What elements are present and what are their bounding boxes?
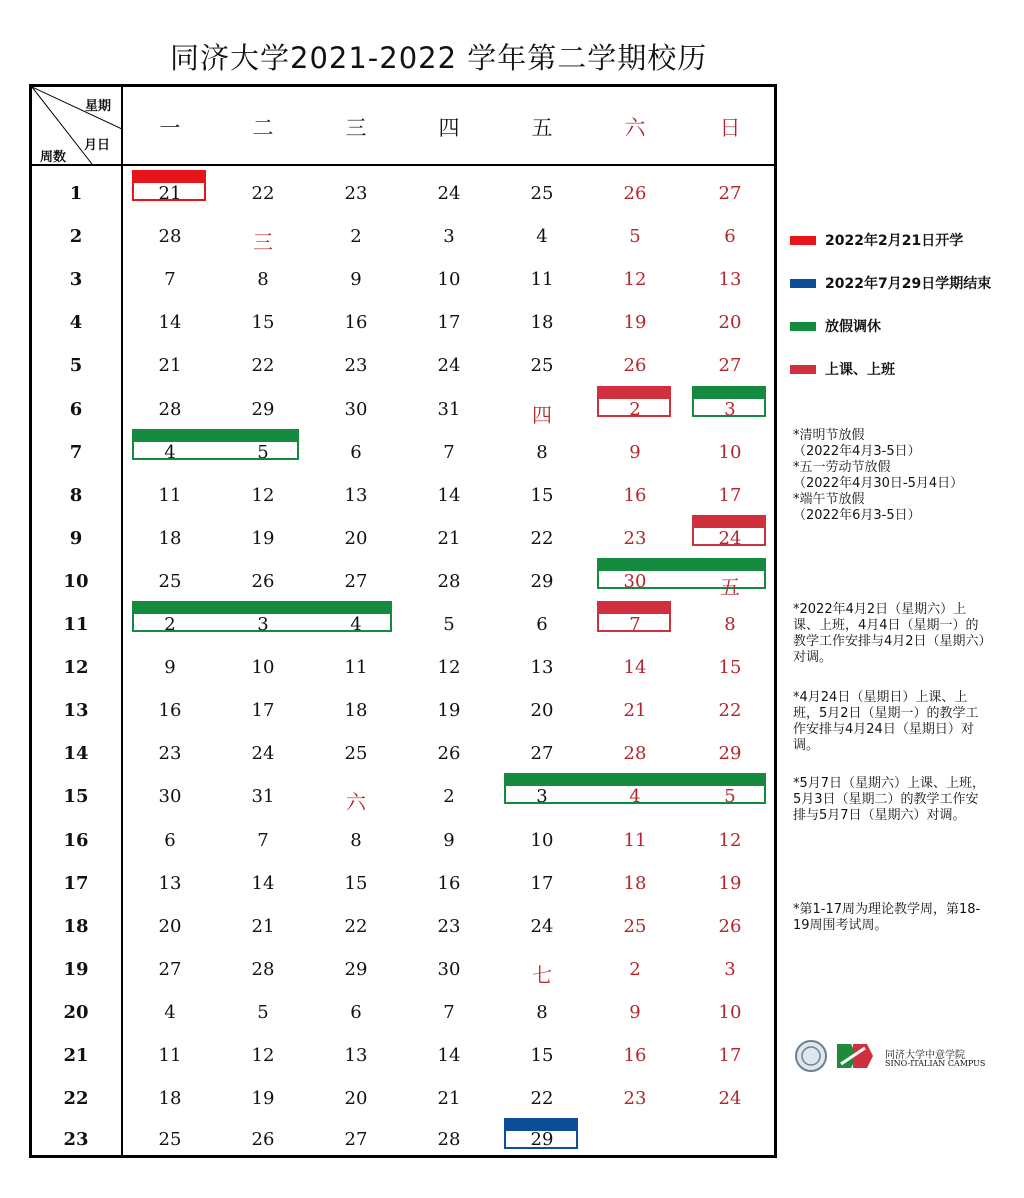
date-cell: 19	[437, 700, 461, 722]
date-cell: 26	[718, 915, 742, 937]
week-number: 16	[63, 829, 89, 851]
date-cell: 11	[344, 657, 368, 679]
date-cell: 七	[532, 962, 552, 987]
date-cell: 24	[530, 915, 554, 937]
date-cell: 25	[530, 355, 554, 377]
date-cell: 20	[158, 915, 182, 937]
date-cell: 19	[251, 1088, 275, 1110]
date-cell: 5	[724, 786, 736, 808]
corner-weekday-label: 星期	[85, 99, 112, 114]
date-cell: 三	[253, 230, 273, 255]
date-cell: 4	[536, 226, 548, 248]
date-cell: 11	[158, 1045, 182, 1066]
date-cell: 18	[158, 527, 182, 549]
date-cell: 29	[718, 743, 742, 765]
corner-week-label: 周数	[40, 150, 67, 165]
week-number: 5	[69, 355, 83, 377]
week-number: 4	[69, 312, 83, 334]
date-cell: 26	[437, 743, 461, 765]
weekday-header: 六	[624, 116, 646, 140]
date-cell: 12	[251, 1045, 275, 1066]
date-cell: 16	[158, 700, 182, 722]
week-number: 23	[63, 1129, 89, 1151]
date-cell: 12	[437, 657, 461, 679]
weekday-header: 四	[438, 116, 460, 140]
week-number: 7	[69, 441, 83, 463]
date-cell: 5	[257, 1001, 269, 1023]
date-cell: 7	[443, 1001, 455, 1023]
date-cell: 9	[629, 441, 641, 463]
weekday-header: 三	[345, 116, 367, 140]
date-cell: 六	[346, 790, 366, 815]
date-cell: 25	[623, 915, 647, 937]
date-cell: 27	[718, 183, 742, 204]
date-cell: 9	[443, 829, 455, 851]
date-cell: 19	[623, 312, 647, 334]
date-cell: 6	[350, 1001, 362, 1023]
weekday-header: 日	[719, 116, 741, 140]
campus-logo-subtitle: SINO-ITALIAN CAMPUS	[885, 1059, 986, 1068]
date-cell: 14	[437, 1045, 461, 1066]
date-cell: 23	[344, 183, 368, 204]
date-cell: 8	[536, 1001, 548, 1023]
date-cell: 22	[251, 183, 275, 204]
date-cell: 26	[623, 355, 647, 377]
date-cell: 15	[530, 484, 554, 506]
date-cell: 24	[437, 355, 461, 377]
week-column-divider	[121, 84, 123, 1158]
date-cell: 五	[720, 574, 740, 599]
date-cell: 7	[257, 829, 269, 851]
date-cell: 8	[536, 441, 548, 463]
date-cell: 28	[437, 1129, 461, 1151]
date-cell: 22	[251, 355, 275, 377]
date-cell: 3	[724, 958, 736, 980]
note-line: *端午节放假	[793, 492, 865, 507]
date-cell: 29	[344, 958, 368, 980]
date-cell: 21	[158, 355, 182, 377]
date-cell: 29	[530, 1129, 554, 1151]
weekday-header: 二	[252, 116, 274, 140]
date-cell: 30	[158, 786, 182, 808]
date-cell: 17	[530, 872, 554, 894]
week-number: 8	[69, 484, 83, 506]
date-cell: 3	[536, 786, 548, 808]
date-cell: 14	[437, 484, 461, 506]
date-cell: 7	[629, 614, 641, 635]
date-cell: 10	[251, 657, 275, 679]
date-cell: 26	[251, 1129, 275, 1151]
date-cell: 19	[718, 872, 742, 894]
date-cell: 25	[344, 743, 368, 765]
teaching-weeks-note: *第1-17周为理论教学周，第18-19周围考试周。	[793, 902, 981, 933]
week-number: 6	[69, 398, 83, 420]
week-number: 21	[63, 1045, 89, 1066]
date-cell: 20	[344, 527, 368, 549]
week-number: 22	[63, 1088, 89, 1110]
date-cell: 12	[251, 484, 275, 506]
date-cell: 25	[158, 1129, 182, 1151]
legend-label: 2022年2月21日开学	[825, 233, 964, 249]
date-cell: 7	[443, 441, 455, 463]
date-cell: 12	[718, 829, 742, 851]
week-number: 13	[63, 700, 89, 722]
week-number: 1	[69, 183, 83, 204]
date-cell: 27	[344, 570, 368, 592]
date-cell: 27	[530, 743, 554, 765]
date-cell: 6	[724, 226, 736, 248]
date-cell: 21	[623, 700, 647, 722]
date-cell: 13	[158, 872, 182, 894]
weekday-header: 一	[159, 116, 181, 140]
date-cell: 28	[251, 958, 275, 980]
date-cell: 16	[344, 312, 368, 334]
date-cell: 28	[158, 398, 182, 420]
date-cell: 16	[623, 1045, 647, 1066]
date-cell: 15	[344, 872, 368, 894]
date-cell: 27	[344, 1129, 368, 1151]
week-number: 17	[63, 872, 89, 894]
swap-note-2: *4月24日（星期日）上课、上班，5月2日（星期一）的教学工作安排与4月24日（星期日）对调。	[793, 690, 979, 753]
date-cell: 8	[724, 614, 736, 635]
date-cell: 22	[530, 527, 554, 549]
header-divider	[29, 164, 777, 166]
week-number: 15	[63, 786, 89, 808]
legend-label: 放假调休	[825, 319, 881, 335]
date-cell: 20	[344, 1088, 368, 1110]
date-cell: 25	[158, 570, 182, 592]
week-number: 12	[63, 657, 89, 679]
week-number: 10	[63, 570, 89, 592]
date-cell: 11	[623, 829, 647, 851]
date-cell: 27	[158, 958, 182, 980]
page-title: 同济大学2021-2022 学年第二学期校历	[170, 41, 708, 75]
date-cell: 8	[257, 269, 269, 291]
week-number: 11	[63, 614, 89, 635]
date-cell: 10	[530, 829, 554, 851]
date-cell: 18	[158, 1088, 182, 1110]
date-cell: 24	[437, 183, 461, 204]
date-cell: 21	[437, 527, 461, 549]
date-cell: 7	[164, 269, 176, 291]
note-line: *五一劳动节放假	[793, 460, 891, 475]
date-cell: 2	[629, 398, 641, 420]
date-cell: 9	[350, 269, 362, 291]
week-number: 3	[69, 269, 83, 291]
date-cell: 12	[623, 269, 647, 291]
date-cell: 5	[443, 614, 455, 635]
date-cell: 5	[629, 226, 641, 248]
date-cell: 2	[350, 226, 362, 248]
date-cell: 8	[350, 829, 362, 851]
date-cell: 27	[718, 355, 742, 377]
legend-swatch	[790, 279, 816, 288]
date-cell: 18	[344, 700, 368, 722]
date-cell: 3	[443, 226, 455, 248]
date-cell: 30	[344, 398, 368, 420]
weekday-header: 五	[531, 116, 553, 140]
date-cell: 15	[530, 1045, 554, 1066]
date-cell: 17	[718, 1045, 742, 1066]
date-cell: 6	[350, 441, 362, 463]
date-cell: 16	[623, 484, 647, 506]
date-cell: 4	[164, 1001, 176, 1023]
university-seal-icon	[795, 1040, 880, 1076]
date-cell: 9	[164, 657, 176, 679]
date-cell: 31	[437, 398, 461, 420]
campus-logo-name: 同济大学中意学院	[885, 1050, 965, 1061]
date-cell: 15	[718, 657, 742, 679]
date-cell: 16	[437, 872, 461, 894]
date-cell: 22	[344, 915, 368, 937]
date-cell: 5	[257, 441, 269, 463]
date-cell: 30	[437, 958, 461, 980]
date-cell: 29	[530, 570, 554, 592]
date-cell: 13	[718, 269, 742, 291]
note-line: *清明节放假	[793, 428, 865, 443]
note-line: （2022年4月30日-5月4日）	[793, 476, 964, 491]
date-cell: 4	[350, 614, 362, 635]
date-cell: 20	[530, 700, 554, 722]
week-number: 9	[69, 527, 83, 549]
legend-swatch	[790, 236, 816, 245]
week-number: 18	[63, 915, 89, 937]
date-cell: 28	[158, 226, 182, 248]
date-cell: 17	[251, 700, 275, 722]
swap-note-3: *5月7日（星期六）上课、上班，5月3日（星期二）的教学工作安排与5月7日（星期六）对调。	[793, 776, 986, 823]
date-cell: 10	[437, 269, 461, 291]
date-cell: 24	[718, 527, 742, 549]
date-cell: 2	[164, 614, 176, 635]
date-cell: 13	[344, 1045, 368, 1066]
date-cell: 28	[437, 570, 461, 592]
date-cell: 4	[629, 786, 641, 808]
date-cell: 14	[623, 657, 647, 679]
corner-date-label: 月日	[84, 138, 111, 153]
date-cell: 17	[718, 484, 742, 506]
legend-label: 上课、上班	[825, 362, 895, 378]
swap-note-1: *2022年4月2日（星期六）上课、上班，4月4日（星期一）的教学工作安排与4月2日（星期六）对调。	[793, 602, 986, 665]
date-cell: 4	[164, 441, 176, 463]
date-cell: 31	[251, 786, 275, 808]
date-cell: 30	[623, 570, 647, 592]
date-cell: 24	[718, 1088, 742, 1110]
date-cell: 19	[251, 527, 275, 549]
date-cell: 11	[158, 484, 182, 506]
date-cell: 23	[623, 1088, 647, 1110]
date-cell: 2	[443, 786, 455, 808]
date-cell: 9	[629, 1001, 641, 1023]
date-cell: 3	[724, 398, 736, 420]
date-cell: 18	[623, 872, 647, 894]
date-cell: 2	[629, 958, 641, 980]
date-cell: 20	[718, 312, 742, 334]
date-cell: 21	[251, 915, 275, 937]
date-cell: 四	[532, 402, 552, 427]
note-line: （2022年6月3-5日）	[793, 508, 921, 523]
date-cell: 24	[251, 743, 275, 765]
date-cell: 6	[164, 829, 176, 851]
date-cell: 26	[251, 570, 275, 592]
date-cell: 17	[437, 312, 461, 334]
date-cell: 23	[437, 915, 461, 937]
date-cell: 11	[530, 269, 554, 291]
date-cell: 26	[623, 183, 647, 204]
date-cell: 23	[344, 355, 368, 377]
date-cell: 22	[530, 1088, 554, 1110]
week-number: 19	[63, 958, 89, 980]
date-cell: 13	[530, 657, 554, 679]
legend-swatch	[790, 322, 816, 331]
legend-label: 2022年7月29日学期结束	[825, 276, 992, 292]
week-number: 20	[63, 1001, 89, 1023]
legend-swatch	[790, 365, 816, 374]
date-cell: 22	[718, 700, 742, 722]
date-cell: 10	[718, 1001, 742, 1023]
date-cell: 23	[158, 743, 182, 765]
date-cell: 3	[257, 614, 269, 635]
date-cell: 15	[251, 312, 275, 334]
date-cell: 18	[530, 312, 554, 334]
date-cell: 6	[536, 614, 548, 635]
date-cell: 13	[344, 484, 368, 506]
week-number: 14	[63, 743, 89, 765]
date-cell: 14	[158, 312, 182, 334]
date-cell: 21	[437, 1088, 461, 1110]
date-cell: 10	[718, 441, 742, 463]
week-number: 2	[69, 226, 83, 248]
holiday-notes	[793, 428, 993, 524]
date-cell: 29	[251, 398, 275, 420]
date-cell: 28	[623, 743, 647, 765]
date-cell: 23	[623, 527, 647, 549]
date-cell: 25	[530, 183, 554, 204]
note-line: （2022年4月3-5日）	[793, 444, 921, 459]
date-cell: 14	[251, 872, 275, 894]
date-cell: 21	[158, 183, 182, 204]
